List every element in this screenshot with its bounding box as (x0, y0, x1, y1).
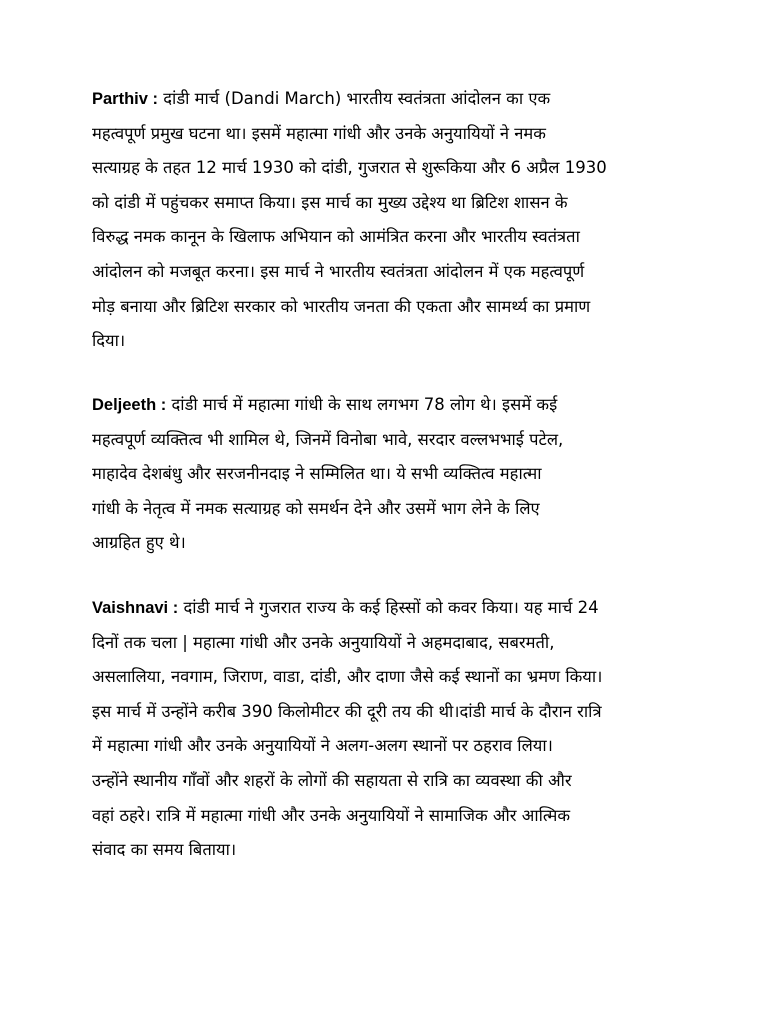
paragraph-line: में महात्मा गांधी और उनके अनुयायियों ने अलग-अलग स्थानों पर ठहराव लिया। (92, 736, 553, 756)
paragraph-line: इस मार्च में उन्होंने करीब 390 किलोमीटर की दूरी तय की थी।दांडी मार्च के दौरान रात्रि (92, 701, 602, 721)
line-text: दांडी मार्च ने गुजरात राज्य के कई हिस्सों को कवर किया। यह मार्च 24 (183, 598, 599, 617)
paragraph-line: आंदोलन को मजबूत करना। इस मार्च ने भारतीय स्वतंत्रता आंदोलन में एक महत्वपूर्ण (92, 261, 585, 281)
paragraph-line: दिनों तक चला | महात्मा गांधी और उनके अनुयायियों ने अहमदाबाद, सबरमती, (92, 632, 555, 652)
line-text: दांडी मार्च में महात्मा गांधी के साथ लगभग 78 लोग थे। इसमें कई (171, 395, 558, 414)
paragraph-line: महत्वपूर्ण व्यक्तित्व भी शामिल थे, जिनमें विनोबा भावे, सरदार वल्लभभाई पटेल, (92, 429, 564, 449)
paragraph-vaishnavi (92, 591, 692, 868)
paragraph-line: असलालिया, नवगाम, जिराण, वाडा, दांडी, और दाणा जैसे कई स्थानों का भ्रमण किया। (92, 667, 603, 687)
paragraph-deljeeth (92, 388, 692, 561)
paragraph-line: माहादेव देशबंधु और सरजनीनदाइ ने सम्मिलित था। ये सभी व्यक्तित्व महात्मा (92, 464, 542, 484)
paragraph-line: गांधी के नेतृत्व में नमक सत्याग्रह को समर्थन देने और उसमें भाग लेने के लिए (92, 498, 540, 518)
speaker-name: Deljeeth : (92, 396, 167, 414)
paragraph-line: संवाद का समय बिताया। (92, 840, 237, 860)
speaker-name: Parthiv : (92, 90, 159, 108)
paragraph-line: आग्रहित हुए थे। (92, 533, 186, 553)
paragraph-parthiv (92, 82, 692, 359)
paragraph-line (92, 388, 692, 423)
paragraph-line: दिया। (92, 331, 126, 351)
speaker-name: Vaishnavi : (92, 599, 179, 617)
paragraph-line (92, 591, 692, 626)
paragraph-line: विरुद्ध नमक कानून के खिलाफ अभियान को आमंत्रित करना और भारतीय स्वतंत्रता (92, 227, 580, 247)
paragraph-line: सत्याग्रह के तहत 12 मार्च 1930 को दांडी, गुजरात से शुरूकिया और 6 अप्रैल 1930 (92, 158, 607, 178)
paragraph-line (92, 82, 692, 117)
paragraph-line: उन्होंने स्थानीय गाँवों और शहरों के लोगों की सहायता से रात्रि का व्यवस्था की और (92, 770, 572, 790)
paragraph-line: मोड़ बनाया और ब्रिटिश सरकार को भारतीय जनता की एकता और सामर्थ्य का प्रमाण (92, 296, 591, 316)
line-text: दांडी मार्च (Dandi March) भारतीय स्वतंत्रता आंदोलन का एक (163, 89, 551, 108)
paragraph-line: वहां ठहरे। रात्रि में महात्मा गांधी और उनके अनुयायियों ने सामाजिक और आत्मिक (92, 805, 571, 825)
paragraph-line: महत्वपूर्ण प्रमुख घटना था। इसमें महात्मा गांधी और उनके अनुयायियों ने नमक (92, 123, 546, 143)
paragraph-line: को दांडी में पहुंचकर समाप्त किया। इस मार्च का मुख्य उद्देश्य था ब्रिटिश शासन के (92, 192, 568, 212)
